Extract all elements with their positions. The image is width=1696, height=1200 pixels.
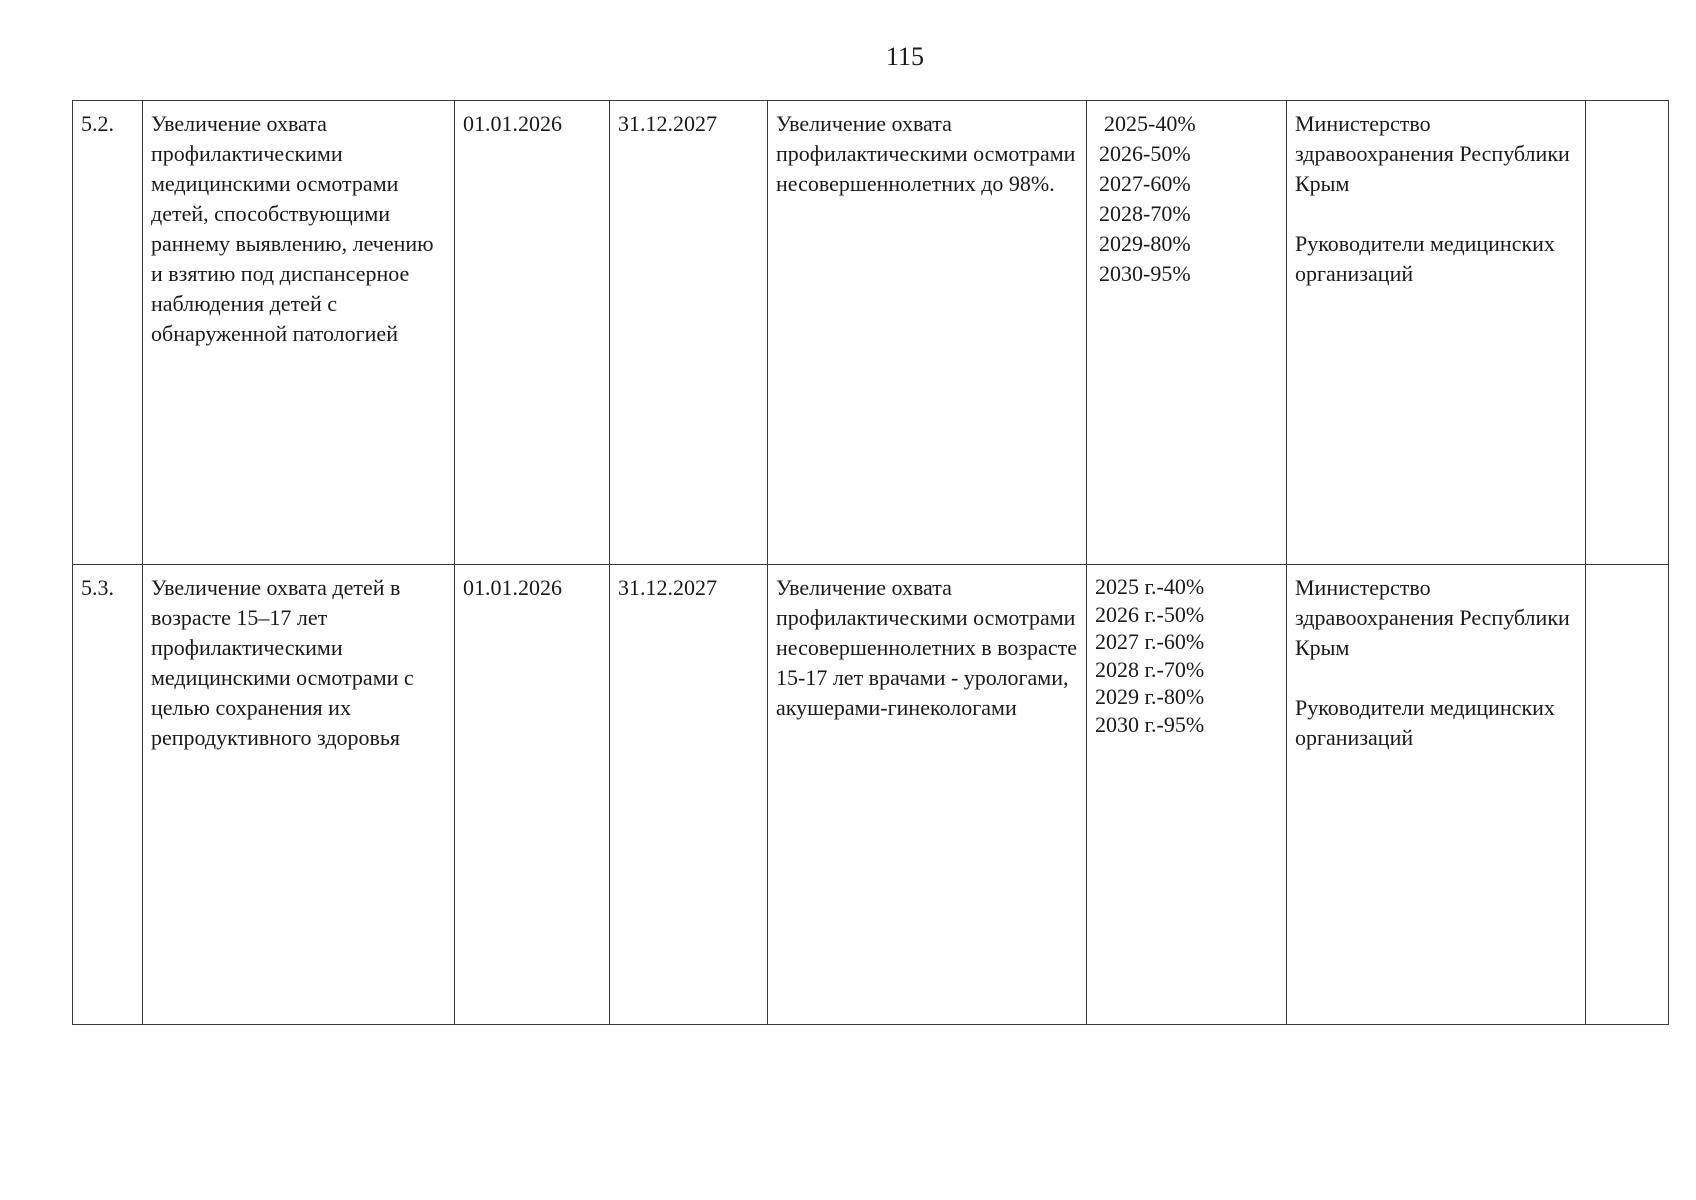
- indicators-cell: [1087, 101, 1287, 565]
- indicator-line: 2026 г.-50%: [1095, 601, 1205, 627]
- indicator-line: 2029 г.-80%: [1095, 684, 1205, 709]
- indicator-line: 2029-80%: [1099, 231, 1191, 256]
- indicator-line: 2030-95%: [1099, 261, 1191, 286]
- start-date-cell: 01.01.2026: [455, 565, 610, 1025]
- responsible-cell: Министерство здравоохранения Республики Крым Руководители медицинских организаций: [1287, 101, 1586, 565]
- end-date-cell: 31.12.2027: [610, 565, 768, 1025]
- plan-table: [72, 100, 1669, 1025]
- indicator-line: 2025 г.-40%: [1095, 574, 1205, 599]
- measure-cell: Увеличение охвата детей в возрасте 15–17 лет профилактическими медицинскими осмотрами с целью сохранения их репродуктивного здоровья: [143, 565, 455, 1025]
- extra-cell: [1586, 565, 1669, 1025]
- measure-cell: Увеличение охвата профилактическими медицинскими осмотрами детей, способствующими раннему выявлению, лечению и взятию под диспансерное наблюдения детей с обнаруженной патологией: [143, 101, 455, 565]
- responsible-cell: Министерство здравоохранения Республики Крым Руководители медицинских организаций: [1287, 565, 1586, 1025]
- indicator-line: 2028-70%: [1099, 201, 1191, 226]
- end-date-cell: 31.12.2027: [610, 101, 768, 565]
- extra-cell: [1586, 101, 1669, 565]
- start-date-cell: 01.01.2026: [455, 101, 610, 565]
- indicator-line: 2028 г.-70%: [1095, 656, 1205, 682]
- indicator-line: 2027 г.-60%: [1095, 629, 1205, 654]
- indicator-line: 2025-40%: [1104, 111, 1196, 136]
- indicator-line: 2030 г.-95%: [1095, 711, 1205, 737]
- table-row: [73, 565, 1669, 1025]
- table-row: [73, 101, 1669, 565]
- indicator-line: 2026-50%: [1099, 141, 1191, 166]
- row-number: 5.3.: [73, 565, 143, 1025]
- result-cell: Увеличение охвата профилактическими осмотрами несовершеннолетних в возрасте 15-17 лет врачами - урологами, акушерами-гинекологами: [768, 565, 1087, 1025]
- page-number: 115: [885, 42, 925, 71]
- row-number: 5.2.: [73, 101, 143, 565]
- result-cell: Увеличение охвата профилактическими осмотрами несовершеннолетних до 98%.: [768, 101, 1087, 565]
- indicators-cell: [1087, 565, 1287, 1025]
- indicator-line: 2027-60%: [1099, 171, 1191, 196]
